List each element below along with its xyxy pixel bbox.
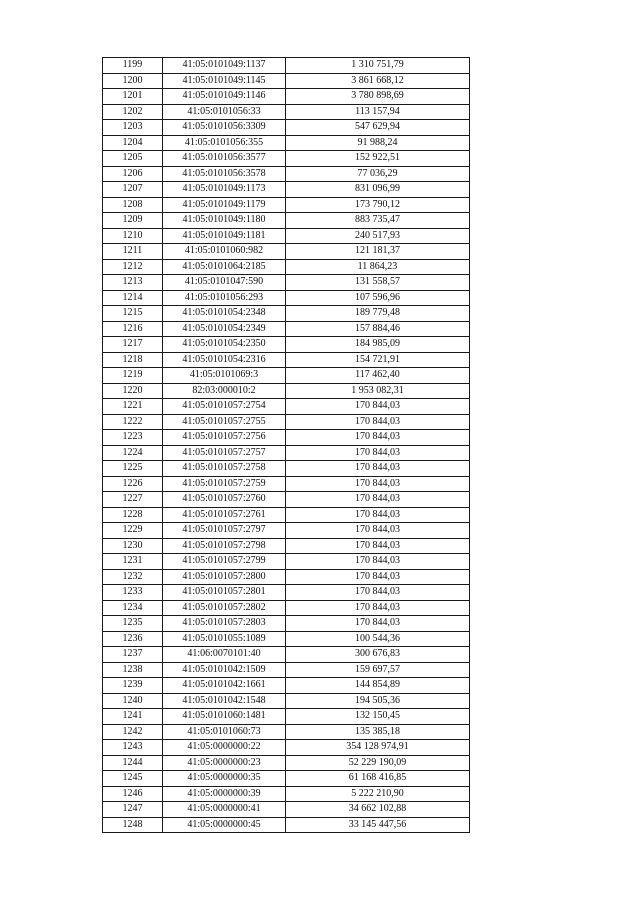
cadastral-number-cell: 41:05:0101049:1146 [163, 89, 286, 105]
cadastral-value-cell: 11 864,23 [286, 259, 470, 275]
row-number-cell: 1215 [103, 306, 163, 322]
row-number-cell: 1220 [103, 383, 163, 399]
cadastral-value-cell: 184 985,09 [286, 337, 470, 353]
table-row [103, 647, 470, 663]
cadastral-number-cell: 41:05:0000000:35 [163, 771, 286, 787]
cadastral-value-cell: 170 844,03 [286, 461, 470, 477]
row-number-cell: 1221 [103, 399, 163, 415]
table-row [103, 724, 470, 740]
row-number-cell: 1245 [103, 771, 163, 787]
table-row [103, 244, 470, 260]
cadastral-value-cell: 170 844,03 [286, 492, 470, 508]
cadastral-value-cell: 240 517,93 [286, 228, 470, 244]
table-row [103, 802, 470, 818]
cadastral-value-table [102, 57, 470, 833]
row-number-cell: 1247 [103, 802, 163, 818]
cadastral-number-cell: 41:05:0101056:3578 [163, 166, 286, 182]
row-number-cell: 1233 [103, 585, 163, 601]
table-row [103, 445, 470, 461]
row-number-cell: 1241 [103, 709, 163, 725]
cadastral-value-cell: 547 629,94 [286, 120, 470, 136]
table-row [103, 507, 470, 523]
cadastral-number-cell: 41:05:0000000:39 [163, 786, 286, 802]
cadastral-number-cell: 41:06:0070101:40 [163, 647, 286, 663]
row-number-cell: 1211 [103, 244, 163, 260]
cadastral-value-cell: 113 157,94 [286, 104, 470, 120]
cadastral-number-cell: 41:05:0101057:2761 [163, 507, 286, 523]
cadastral-number-cell: 41:05:0101057:2800 [163, 569, 286, 585]
table-row [103, 523, 470, 539]
cadastral-number-cell: 41:05:0101064:2185 [163, 259, 286, 275]
cadastral-value-cell: 170 844,03 [286, 538, 470, 554]
row-number-cell: 1206 [103, 166, 163, 182]
cadastral-number-cell: 41:05:0101042:1509 [163, 662, 286, 678]
table-row [103, 89, 470, 105]
table-row [103, 197, 470, 213]
cadastral-number-cell: 41:05:0101049:1179 [163, 197, 286, 213]
cadastral-value-cell: 144 854,89 [286, 678, 470, 694]
row-number-cell: 1207 [103, 182, 163, 198]
cadastral-value-cell: 117 462,40 [286, 368, 470, 384]
row-number-cell: 1210 [103, 228, 163, 244]
cadastral-number-cell: 41:05:0101054:2348 [163, 306, 286, 322]
row-number-cell: 1237 [103, 647, 163, 663]
cadastral-value-cell: 170 844,03 [286, 523, 470, 539]
cadastral-number-cell: 41:05:0101057:2754 [163, 399, 286, 415]
cadastral-value-cell: 170 844,03 [286, 554, 470, 570]
row-number-cell: 1212 [103, 259, 163, 275]
table-row [103, 616, 470, 632]
cadastral-number-cell: 41:05:0101049:1181 [163, 228, 286, 244]
cadastral-value-cell: 170 844,03 [286, 445, 470, 461]
table-row [103, 678, 470, 694]
table-row [103, 817, 470, 833]
cadastral-number-cell: 41:05:0101060:1481 [163, 709, 286, 725]
cadastral-number-cell: 41:05:0000000:22 [163, 740, 286, 756]
row-number-cell: 1218 [103, 352, 163, 368]
table-row [103, 182, 470, 198]
cadastral-value-cell: 107 596,96 [286, 290, 470, 306]
row-number-cell: 1239 [103, 678, 163, 694]
table-row [103, 259, 470, 275]
table-row [103, 383, 470, 399]
table-row [103, 554, 470, 570]
row-number-cell: 1231 [103, 554, 163, 570]
row-number-cell: 1199 [103, 58, 163, 74]
cadastral-number-cell: 41:05:0101057:2755 [163, 414, 286, 430]
table-row [103, 104, 470, 120]
cadastral-number-cell: 41:05:0101056:355 [163, 135, 286, 151]
cadastral-value-cell: 77 036,29 [286, 166, 470, 182]
cadastral-number-cell: 41:05:0101054:2350 [163, 337, 286, 353]
table-row [103, 352, 470, 368]
cadastral-value-cell: 170 844,03 [286, 507, 470, 523]
table-row [103, 600, 470, 616]
table-row [103, 414, 470, 430]
cadastral-value-cell: 831 096,99 [286, 182, 470, 198]
cadastral-number-cell: 41:05:0101057:2799 [163, 554, 286, 570]
row-number-cell: 1217 [103, 337, 163, 353]
table-row [103, 151, 470, 167]
table-row [103, 492, 470, 508]
table-body [103, 58, 470, 833]
row-number-cell: 1222 [103, 414, 163, 430]
row-number-cell: 1202 [103, 104, 163, 120]
row-number-cell: 1228 [103, 507, 163, 523]
table-row [103, 709, 470, 725]
table-row [103, 58, 470, 74]
cadastral-value-cell: 154 721,91 [286, 352, 470, 368]
cadastral-number-cell: 41:05:0101057:2801 [163, 585, 286, 601]
cadastral-number-cell: 41:05:0101057:2756 [163, 430, 286, 446]
table-row [103, 476, 470, 492]
table-row [103, 275, 470, 291]
cadastral-value-cell: 354 128 974,91 [286, 740, 470, 756]
cadastral-number-cell: 41:05:0000000:45 [163, 817, 286, 833]
cadastral-number-cell: 41:05:0101056:33 [163, 104, 286, 120]
cadastral-number-cell: 41:05:0101057:2797 [163, 523, 286, 539]
row-number-cell: 1203 [103, 120, 163, 136]
cadastral-number-cell: 41:05:0101069:3 [163, 368, 286, 384]
row-number-cell: 1216 [103, 321, 163, 337]
cadastral-value-cell: 883 735,47 [286, 213, 470, 229]
cadastral-number-cell: 41:05:0101056:3309 [163, 120, 286, 136]
cadastral-number-cell: 41:05:0101057:2798 [163, 538, 286, 554]
cadastral-value-cell: 5 222 210,90 [286, 786, 470, 802]
cadastral-value-cell: 170 844,03 [286, 476, 470, 492]
table-row [103, 538, 470, 554]
row-number-cell: 1208 [103, 197, 163, 213]
row-number-cell: 1243 [103, 740, 163, 756]
cadastral-number-cell: 41:05:0101057:2802 [163, 600, 286, 616]
row-number-cell: 1238 [103, 662, 163, 678]
table-row [103, 631, 470, 647]
cadastral-value-cell: 170 844,03 [286, 616, 470, 632]
row-number-cell: 1236 [103, 631, 163, 647]
table-row [103, 662, 470, 678]
cadastral-value-cell: 189 779,48 [286, 306, 470, 322]
cadastral-number-cell: 41:05:0101055:1089 [163, 631, 286, 647]
row-number-cell: 1205 [103, 151, 163, 167]
row-number-cell: 1226 [103, 476, 163, 492]
row-number-cell: 1229 [103, 523, 163, 539]
cadastral-number-cell: 41:05:0101049:1137 [163, 58, 286, 74]
cadastral-value-cell: 33 145 447,56 [286, 817, 470, 833]
cadastral-value-cell: 135 385,18 [286, 724, 470, 740]
cadastral-number-cell: 41:05:0101047:590 [163, 275, 286, 291]
row-number-cell: 1204 [103, 135, 163, 151]
table-row [103, 740, 470, 756]
row-number-cell: 1244 [103, 755, 163, 771]
cadastral-value-cell: 173 790,12 [286, 197, 470, 213]
cadastral-value-cell: 170 844,03 [286, 430, 470, 446]
table-row [103, 368, 470, 384]
cadastral-number-cell: 41:05:0000000:23 [163, 755, 286, 771]
cadastral-number-cell: 41:05:0000000:41 [163, 802, 286, 818]
row-number-cell: 1214 [103, 290, 163, 306]
cadastral-value-cell: 3 780 898,69 [286, 89, 470, 105]
row-number-cell: 1227 [103, 492, 163, 508]
table-row [103, 569, 470, 585]
cadastral-number-cell: 41:05:0101042:1548 [163, 693, 286, 709]
table-row [103, 585, 470, 601]
table-row [103, 430, 470, 446]
cadastral-number-cell: 41:05:0101060:982 [163, 244, 286, 260]
row-number-cell: 1209 [103, 213, 163, 229]
table-row [103, 786, 470, 802]
cadastral-number-cell: 41:05:0101054:2316 [163, 352, 286, 368]
table-row [103, 228, 470, 244]
cadastral-value-cell: 121 181,37 [286, 244, 470, 260]
table-row [103, 290, 470, 306]
row-number-cell: 1234 [103, 600, 163, 616]
cadastral-number-cell: 41:05:0101057:2758 [163, 461, 286, 477]
cadastral-number-cell: 41:05:0101054:2349 [163, 321, 286, 337]
cadastral-number-cell: 41:05:0101049:1145 [163, 73, 286, 89]
row-number-cell: 1232 [103, 569, 163, 585]
table-row [103, 306, 470, 322]
row-number-cell: 1235 [103, 616, 163, 632]
table-row [103, 461, 470, 477]
row-number-cell: 1200 [103, 73, 163, 89]
row-number-cell: 1213 [103, 275, 163, 291]
table-row [103, 73, 470, 89]
cadastral-value-cell: 1 310 751,79 [286, 58, 470, 74]
cadastral-value-cell: 3 861 668,12 [286, 73, 470, 89]
cadastral-value-cell: 131 558,57 [286, 275, 470, 291]
table-row [103, 321, 470, 337]
row-number-cell: 1240 [103, 693, 163, 709]
row-number-cell: 1230 [103, 538, 163, 554]
cadastral-number-cell: 41:05:0101057:2760 [163, 492, 286, 508]
row-number-cell: 1219 [103, 368, 163, 384]
cadastral-number-cell: 41:05:0101057:2803 [163, 616, 286, 632]
row-number-cell: 1224 [103, 445, 163, 461]
cadastral-value-cell: 170 844,03 [286, 585, 470, 601]
table-row [103, 120, 470, 136]
cadastral-value-cell: 52 229 190,09 [286, 755, 470, 771]
table-row [103, 135, 470, 151]
cadastral-value-cell: 61 168 416,85 [286, 771, 470, 787]
cadastral-value-cell: 91 988,24 [286, 135, 470, 151]
cadastral-value-cell: 159 697,57 [286, 662, 470, 678]
cadastral-value-cell: 170 844,03 [286, 569, 470, 585]
cadastral-value-cell: 170 844,03 [286, 600, 470, 616]
table-row [103, 771, 470, 787]
cadastral-value-cell: 100 544,36 [286, 631, 470, 647]
cadastral-value-cell: 170 844,03 [286, 399, 470, 415]
cadastral-number-cell: 41:05:0101057:2759 [163, 476, 286, 492]
cadastral-value-cell: 300 676,83 [286, 647, 470, 663]
row-number-cell: 1248 [103, 817, 163, 833]
cadastral-number-cell: 41:05:0101060:73 [163, 724, 286, 740]
row-number-cell: 1246 [103, 786, 163, 802]
cadastral-number-cell: 82:03:000010:2 [163, 383, 286, 399]
cadastral-value-cell: 194 505,36 [286, 693, 470, 709]
row-number-cell: 1223 [103, 430, 163, 446]
cadastral-number-cell: 41:05:0101057:2757 [163, 445, 286, 461]
row-number-cell: 1225 [103, 461, 163, 477]
cadastral-number-cell: 41:05:0101042:1661 [163, 678, 286, 694]
table-row [103, 693, 470, 709]
cadastral-value-cell: 34 662 102,88 [286, 802, 470, 818]
cadastral-number-cell: 41:05:0101049:1173 [163, 182, 286, 198]
table-row [103, 399, 470, 415]
table-row [103, 213, 470, 229]
cadastral-value-cell: 132 150,45 [286, 709, 470, 725]
cadastral-value-cell: 152 922,51 [286, 151, 470, 167]
row-number-cell: 1242 [103, 724, 163, 740]
table-row [103, 337, 470, 353]
cadastral-number-cell: 41:05:0101056:293 [163, 290, 286, 306]
row-number-cell: 1201 [103, 89, 163, 105]
cadastral-value-cell: 1 953 082,31 [286, 383, 470, 399]
table-row [103, 755, 470, 771]
table-row [103, 166, 470, 182]
cadastral-number-cell: 41:05:0101049:1180 [163, 213, 286, 229]
cadastral-value-cell: 170 844,03 [286, 414, 470, 430]
cadastral-value-cell: 157 884,46 [286, 321, 470, 337]
cadastral-number-cell: 41:05:0101056:3577 [163, 151, 286, 167]
